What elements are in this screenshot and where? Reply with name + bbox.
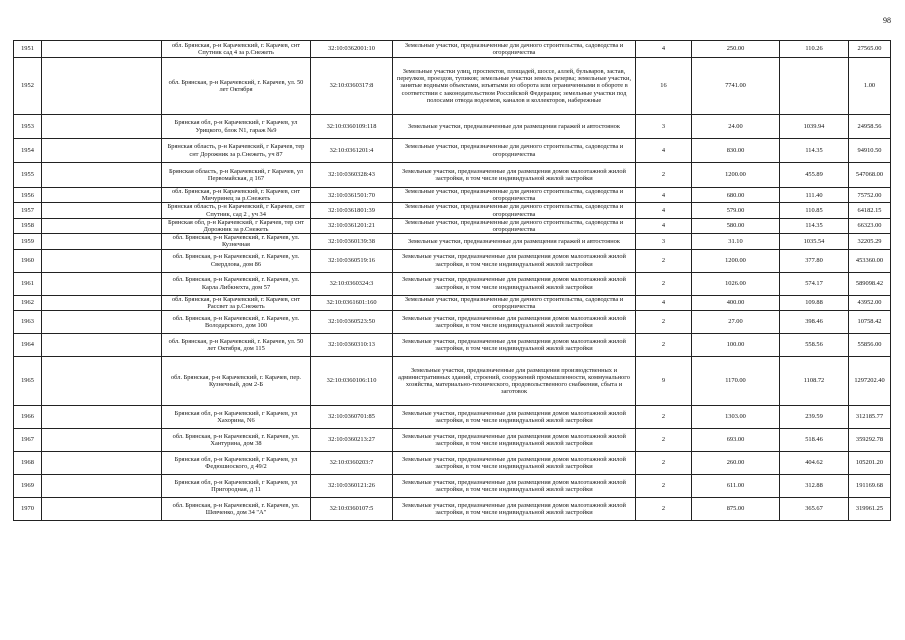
blank-cell bbox=[42, 41, 162, 58]
blank-cell bbox=[42, 357, 162, 406]
area-cell: 1170.00 bbox=[692, 357, 780, 406]
cadastral-value-cell: 191169.68 bbox=[849, 475, 891, 498]
area-cell: 1026.00 bbox=[692, 272, 780, 295]
area-cell: 24.00 bbox=[692, 115, 780, 139]
blank-cell bbox=[42, 334, 162, 357]
group-cell: 4 bbox=[636, 41, 692, 58]
row-number-cell: 1965 bbox=[14, 357, 42, 406]
land-purpose-cell: Земельные участки, предназначенные для дачного строительства, садоводства и огородничества bbox=[393, 188, 636, 203]
cadastral-value-cell: 32205.29 bbox=[849, 234, 891, 249]
land-purpose-cell: Земельные участки, предназначенные для размещения домов малоэтажной жилой застройки, в том числе индивидуальной жилой застройки bbox=[393, 452, 636, 475]
group-cell: 3 bbox=[636, 115, 692, 139]
group-cell: 2 bbox=[636, 429, 692, 452]
row-number-cell: 1970 bbox=[14, 498, 42, 521]
cadastral-value-table bbox=[13, 40, 891, 521]
cadastral-value-cell: 94910.50 bbox=[849, 139, 891, 163]
group-cell: 2 bbox=[636, 498, 692, 521]
address-cell: Брянская обл, р-н Карачевский, г Карачев, тер снт Дорожник за р.Снежеть bbox=[162, 218, 311, 233]
area-cell: 830.00 bbox=[692, 139, 780, 163]
area-cell: 1200.00 bbox=[692, 163, 780, 188]
row-number-cell: 1957 bbox=[14, 203, 42, 218]
group-cell: 2 bbox=[636, 311, 692, 334]
cadastral-number-cell: 32:10:0360106:110 bbox=[311, 357, 393, 406]
rate-cell: 574.17 bbox=[780, 272, 849, 295]
cadastral-number-cell: 32:10:0361501:70 bbox=[311, 188, 393, 203]
rate-cell: 1039.94 bbox=[780, 115, 849, 139]
cadastral-value-cell: 66323.00 bbox=[849, 218, 891, 233]
cadastral-number-cell: 32:10:0360203:7 bbox=[311, 452, 393, 475]
cadastral-number-cell: 32:10:0360310:13 bbox=[311, 334, 393, 357]
land-purpose-cell: Земельные участки, предназначенные для размещения гаражей и автостоянок bbox=[393, 115, 636, 139]
blank-cell bbox=[42, 188, 162, 203]
blank-cell bbox=[42, 115, 162, 139]
area-cell: 100.00 bbox=[692, 334, 780, 357]
rate-cell bbox=[780, 58, 849, 115]
address-cell: Брянская область, р-н Карачевский, г Карачев, тер снт Дорожник за р.Снежеть, уч 87 bbox=[162, 139, 311, 163]
row-number-cell: 1969 bbox=[14, 475, 42, 498]
rate-cell: 110.26 bbox=[780, 41, 849, 58]
row-number-cell: 1960 bbox=[14, 249, 42, 272]
cadastral-value-cell: 43952.00 bbox=[849, 295, 891, 310]
row-number-cell: 1964 bbox=[14, 334, 42, 357]
group-cell: 2 bbox=[636, 475, 692, 498]
group-cell: 2 bbox=[636, 452, 692, 475]
land-purpose-cell: Земельные участки, предназначенные для размещения домов малоэтажной жилой застройки, в том числе индивидуальной жилой застройки bbox=[393, 406, 636, 429]
cadastral-value-cell: 1297202.40 bbox=[849, 357, 891, 406]
row-number-cell: 1961 bbox=[14, 272, 42, 295]
row-number-cell: 1952 bbox=[14, 58, 42, 115]
blank-cell bbox=[42, 406, 162, 429]
blank-cell bbox=[42, 203, 162, 218]
cadastral-number-cell: 32:10:0360317:8 bbox=[311, 58, 393, 115]
area-cell: 27.00 bbox=[692, 311, 780, 334]
cadastral-number-cell: 32:10:0360701:85 bbox=[311, 406, 393, 429]
rate-cell: 1108.72 bbox=[780, 357, 849, 406]
area-cell: 611.00 bbox=[692, 475, 780, 498]
group-cell: 4 bbox=[636, 203, 692, 218]
rate-cell: 404.62 bbox=[780, 452, 849, 475]
area-cell: 250.00 bbox=[692, 41, 780, 58]
rate-cell: 111.40 bbox=[780, 188, 849, 203]
row-number-cell: 1951 bbox=[14, 41, 42, 58]
blank-cell bbox=[42, 452, 162, 475]
blank-cell bbox=[42, 295, 162, 310]
group-cell: 2 bbox=[636, 163, 692, 188]
cadastral-value-cell: 27565.00 bbox=[849, 41, 891, 58]
land-purpose-cell: Земельные участки, предназначенные для размещения гаражей и автостоянок bbox=[393, 234, 636, 249]
row-number-cell: 1955 bbox=[14, 163, 42, 188]
address-cell: обл. Брянская, р-н Карачевский, г. Карачев, ул. Кузнечная bbox=[162, 234, 311, 249]
group-cell: 4 bbox=[636, 295, 692, 310]
table-row bbox=[14, 452, 891, 475]
table-row bbox=[14, 406, 891, 429]
rate-cell: 455.89 bbox=[780, 163, 849, 188]
group-cell: 2 bbox=[636, 334, 692, 357]
row-number-cell: 1958 bbox=[14, 218, 42, 233]
area-cell: 580.00 bbox=[692, 218, 780, 233]
table-row bbox=[14, 498, 891, 521]
area-cell: 7741.00 bbox=[692, 58, 780, 115]
cadastral-value-cell: 24958.56 bbox=[849, 115, 891, 139]
land-purpose-cell: Земельные участки, предназначенные для размещения домов малоэтажной жилой застройки, в том числе индивидуальной жилой застройки bbox=[393, 334, 636, 357]
area-cell: 680.00 bbox=[692, 188, 780, 203]
address-cell: Брянская обл, р-н Карачевский, г Карачев, ул Урицкого, блок N1, гараж №9 bbox=[162, 115, 311, 139]
cadastral-number-cell: 32:10:0361201:4 bbox=[311, 139, 393, 163]
cadastral-number-cell: 32:10:0360139:38 bbox=[311, 234, 393, 249]
blank-cell bbox=[42, 249, 162, 272]
table-row bbox=[14, 139, 891, 163]
row-number-cell: 1963 bbox=[14, 311, 42, 334]
group-cell: 2 bbox=[636, 249, 692, 272]
rate-cell: 239.59 bbox=[780, 406, 849, 429]
address-cell: обл. Брянская, р-н Карачевский, г. Карачев, ул. Свердлова, дом 86 bbox=[162, 249, 311, 272]
rate-cell: 558.56 bbox=[780, 334, 849, 357]
table-row bbox=[14, 203, 891, 218]
table-row bbox=[14, 249, 891, 272]
address-cell: обл. Брянская, р-н Карачевский, г. Карачев, ул. 50 лет Октября bbox=[162, 58, 311, 115]
rate-cell: 312.88 bbox=[780, 475, 849, 498]
table-row bbox=[14, 311, 891, 334]
land-purpose-cell: Земельные участки, предназначенные для размещения домов малоэтажной жилой застройки, в том числе индивидуальной жилой застройки bbox=[393, 272, 636, 295]
table-row bbox=[14, 163, 891, 188]
row-number-cell: 1966 bbox=[14, 406, 42, 429]
group-cell: 2 bbox=[636, 272, 692, 295]
address-cell: Брянская обл, р-н Карачевский, г Карачев, ул Федюшиоского, д 49/2 bbox=[162, 452, 311, 475]
group-cell: 4 bbox=[636, 218, 692, 233]
blank-cell bbox=[42, 272, 162, 295]
area-cell: 31.10 bbox=[692, 234, 780, 249]
group-cell: 2 bbox=[636, 406, 692, 429]
cadastral-number-cell: 32:10:0361601:160 bbox=[311, 295, 393, 310]
table-row bbox=[14, 334, 891, 357]
rate-cell: 398.46 bbox=[780, 311, 849, 334]
land-purpose-cell: Земельные участки, предназначенные для дачного строительства, садоводства и огородничества bbox=[393, 41, 636, 58]
group-cell: 4 bbox=[636, 139, 692, 163]
table-row bbox=[14, 234, 891, 249]
table-row bbox=[14, 188, 891, 203]
address-cell: обл. Брянская, р-н Карачевский, г. Карачев, пер. Кузнечный, дом 2-Б bbox=[162, 357, 311, 406]
blank-cell bbox=[42, 163, 162, 188]
cadastral-number-cell: 32:10:0360121:26 bbox=[311, 475, 393, 498]
cadastral-value-cell: 10758.42 bbox=[849, 311, 891, 334]
land-purpose-cell: Земельные участки, предназначенные для дачного строительства, садоводства и огородничества bbox=[393, 295, 636, 310]
blank-cell bbox=[42, 58, 162, 115]
address-cell: обл. Брянская, р-н Карачевский, г. Карачев, снт Мичуринец за р.Снежеть bbox=[162, 188, 311, 203]
row-number-cell: 1959 bbox=[14, 234, 42, 249]
land-purpose-cell: Земельные участки, предназначенные для размещения домов малоэтажной жилой застройки, в том числе индивидуальной жилой застройки bbox=[393, 249, 636, 272]
cadastral-value-cell: 453360.00 bbox=[849, 249, 891, 272]
area-cell: 260.00 bbox=[692, 452, 780, 475]
area-cell: 579.00 bbox=[692, 203, 780, 218]
rate-cell: 365.67 bbox=[780, 498, 849, 521]
blank-cell bbox=[42, 139, 162, 163]
cadastral-value-cell: 64182.15 bbox=[849, 203, 891, 218]
row-number-cell: 1962 bbox=[14, 295, 42, 310]
row-number-cell: 1968 bbox=[14, 452, 42, 475]
area-cell: 1303.00 bbox=[692, 406, 780, 429]
address-cell: обл. Брянская, р-н Карачевский, г. Карачев, снт Спутник сад 4 за р.Снежеть bbox=[162, 41, 311, 58]
cadastral-value-cell: 589098.42 bbox=[849, 272, 891, 295]
land-purpose-cell: Земельные участки, предназначенные для размещения производственных и административных зданий, строений, сооружений промышленности, коммунального хозяйства, материально-технического, продовольственного снабжения, сбыта и заготовок bbox=[393, 357, 636, 406]
table-row bbox=[14, 357, 891, 406]
land-purpose-cell: Земельные участки, предназначенные для дачного строительства, садоводства и огородничества bbox=[393, 203, 636, 218]
land-purpose-cell: Земельные участки, предназначенные для размещения домов малоэтажной жилой застройки, в том числе индивидуальной жилой застройки bbox=[393, 498, 636, 521]
land-purpose-cell: Земельные участки, предназначенные для дачного строительства, садоводства и огородничества bbox=[393, 218, 636, 233]
address-cell: обл. Брянская, р-н Карачевский, г. Карачев, ул. 50 лет Октября, дом 115 bbox=[162, 334, 311, 357]
table-row bbox=[14, 218, 891, 233]
group-cell: 9 bbox=[636, 357, 692, 406]
land-purpose-cell: Земельные участки, предназначенные для дачного строительства, садоводства и огородничества bbox=[393, 139, 636, 163]
cadastral-value-cell: 55856.00 bbox=[849, 334, 891, 357]
group-cell: 4 bbox=[636, 188, 692, 203]
land-purpose-cell: Земельные участки улиц, проспектов, площадей, шоссе, аллей, бульваров, застав, переулков, проездов, тупиков; земельные участки земель резерва; земельные участки, занятые водными объектами, изъятыми из оборота или ограниченными в обороте в соответствии с законодательством Российской Федерации; земельные участки под полосами отвода водоемов, каналов и коллекторов, набережные bbox=[393, 58, 636, 115]
rate-cell: 109.88 bbox=[780, 295, 849, 310]
address-cell: обл. Брянская, р-н Карачевский, г. Карачев, ул. Шевченко, дом 34 "А" bbox=[162, 498, 311, 521]
blank-cell bbox=[42, 311, 162, 334]
cadastral-value-cell: 75752.00 bbox=[849, 188, 891, 203]
cadastral-value-cell: 359292.78 bbox=[849, 429, 891, 452]
cadastral-number-cell: 32:10:0360213:27 bbox=[311, 429, 393, 452]
land-purpose-cell: Земельные участки, предназначенные для размещения домов малоэтажной жилой застройки, в том числе индивидуальной жилой застройки bbox=[393, 311, 636, 334]
area-cell: 875.00 bbox=[692, 498, 780, 521]
land-purpose-cell: Земельные участки, предназначенные для размещения домов малоэтажной жилой застройки, в том числе индивидуальной жилой застройки bbox=[393, 429, 636, 452]
cadastral-value-cell: 105201.20 bbox=[849, 452, 891, 475]
address-cell: Брянская обл, р-н Карачевский, г Карачев, ул Пригородная, д 11 bbox=[162, 475, 311, 498]
group-cell: 3 bbox=[636, 234, 692, 249]
address-cell: Брянская обл, р-н Карачевский, г Карачев, ул Хахорина, N6 bbox=[162, 406, 311, 429]
cadastral-number-cell: 32:10:0361201:21 bbox=[311, 218, 393, 233]
land-purpose-cell: Земельные участки, предназначенные для размещения домов малоэтажной жилой застройки, в том числе индивидуальной жилой застройки bbox=[393, 475, 636, 498]
address-cell: Брянская область, р-н Карачевский, г Карачев, ул Первомайская, д 167 bbox=[162, 163, 311, 188]
table-row bbox=[14, 295, 891, 310]
cadastral-value-cell: 312185.77 bbox=[849, 406, 891, 429]
cadastral-number-cell: 32:10:0360328:43 bbox=[311, 163, 393, 188]
cadastral-number-cell: 32:10:0362001:10 bbox=[311, 41, 393, 58]
blank-cell bbox=[42, 218, 162, 233]
cadastral-number-cell: 32:10:0360324:3 bbox=[311, 272, 393, 295]
page-number: 98 bbox=[883, 16, 891, 25]
cadastral-value-cell: 547068.00 bbox=[849, 163, 891, 188]
cadastral-number-cell: 32:10:0360107:5 bbox=[311, 498, 393, 521]
address-cell: обл. Брянская, р-н Карачевский, г. Карачев, ул. Хантурина, дом 38 bbox=[162, 429, 311, 452]
table-row bbox=[14, 272, 891, 295]
cadastral-value-cell: 1.00 bbox=[849, 58, 891, 115]
rate-cell: 1035.54 bbox=[780, 234, 849, 249]
row-number-cell: 1954 bbox=[14, 139, 42, 163]
address-cell: обл. Брянская, р-н Карачевский, г. Карачев, ул. Карла Либкнехта, дом 57 bbox=[162, 272, 311, 295]
cadastral-number-cell: 32:10:0360109:118 bbox=[311, 115, 393, 139]
cadastral-number-cell: 32:10:0361801:39 bbox=[311, 203, 393, 218]
table-row bbox=[14, 475, 891, 498]
group-cell: 16 bbox=[636, 58, 692, 115]
blank-cell bbox=[42, 498, 162, 521]
blank-cell bbox=[42, 429, 162, 452]
rate-cell: 114.35 bbox=[780, 139, 849, 163]
blank-cell bbox=[42, 234, 162, 249]
blank-cell bbox=[42, 475, 162, 498]
area-cell: 693.00 bbox=[692, 429, 780, 452]
rate-cell: 518.46 bbox=[780, 429, 849, 452]
table-row bbox=[14, 115, 891, 139]
rate-cell: 377.80 bbox=[780, 249, 849, 272]
area-cell: 400.00 bbox=[692, 295, 780, 310]
address-cell: Брянская область, р-н Карачевский, г Карачев, снт Спутник, сад 2 , уч 34 bbox=[162, 203, 311, 218]
address-cell: обл. Брянская, р-н Карачевский, г. Карачев, снт Рассвет за р.Снежеть bbox=[162, 295, 311, 310]
row-number-cell: 1956 bbox=[14, 188, 42, 203]
rate-cell: 114.35 bbox=[780, 218, 849, 233]
area-cell: 1200.00 bbox=[692, 249, 780, 272]
table-row bbox=[14, 429, 891, 452]
rate-cell: 110.85 bbox=[780, 203, 849, 218]
land-purpose-cell: Земельные участки, предназначенные для размещения домов малоэтажной жилой застройки, в том числе индивидуальной жилой застройки bbox=[393, 163, 636, 188]
table-row bbox=[14, 41, 891, 58]
row-number-cell: 1953 bbox=[14, 115, 42, 139]
cadastral-number-cell: 32:10:0360523:50 bbox=[311, 311, 393, 334]
table-row bbox=[14, 58, 891, 115]
row-number-cell: 1967 bbox=[14, 429, 42, 452]
cadastral-number-cell: 32:10:0360519:16 bbox=[311, 249, 393, 272]
cadastral-value-cell: 319961.25 bbox=[849, 498, 891, 521]
address-cell: обл. Брянская, р-н Карачевский, г. Карачев, ул. Володарского, дом 100 bbox=[162, 311, 311, 334]
